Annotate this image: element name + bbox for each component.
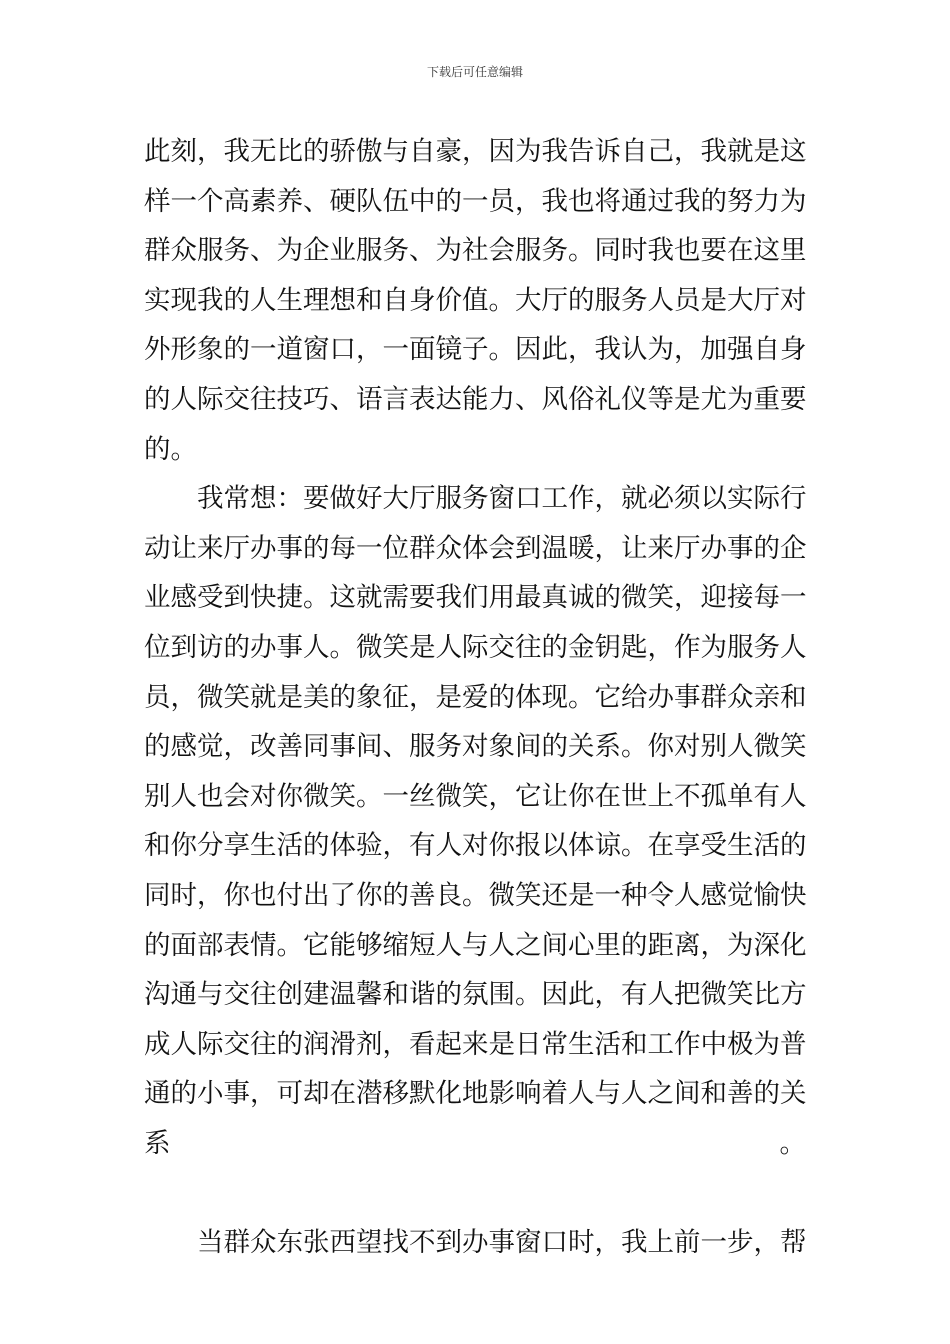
text-line: 我常想：要做好大厅服务窗口工作，就必须以实际行 [144,483,807,515]
text-line: 实现我的人生理想和自身价值。大厅的服务人员是大厅对 [144,284,807,316]
text-line: 当群众东张西望找不到办事窗口时，我上前一步，帮 [144,1227,807,1259]
text-line: 员，微笑就是美的象征，是爱的体现。它给办事群众亲和 [144,681,807,713]
text-line [144,1168,806,1218]
text-line: 同时，你也付出了你的善良。微笑还是一种令人感觉愉快 [144,879,807,911]
paragraph-2 [144,474,806,1218]
text-line: 别人也会对你微笑。一丝微笑，它让你在世上不孤单有人 [144,780,807,812]
text-line: 和你分享生活的体验，有人对你报以体谅。在享受生活的 [144,830,807,862]
text-line: 的面部表情。它能够缩短人与人之间心里的距离，为深化 [144,929,807,961]
paragraph-3 [144,1218,806,1268]
text-line: 位到访的办事人。微笑是人际交往的金钥匙，作为服务人 [144,631,807,663]
text-line: 的人际交往技巧、语言表达能力、风俗礼仪等是尤为重要 [144,383,807,415]
text-line: 动让来厅办事的每一位群众体会到温暖，让来厅办事的企 [144,532,807,564]
text-line: 系。 [144,1127,806,1159]
text-line: 样一个高素养、硬队伍中的一员，我也将通过我的努力为 [144,185,807,217]
text-line: 外形象的一道窗口，一面镜子。因此，我认为，加强自身 [144,334,807,366]
paragraph-1 [144,127,806,474]
text-line: 成人际交往的润滑剂，看起来是日常生活和工作中极为普 [144,1028,807,1060]
text-line: 业感受到快捷。这就需要我们用最真诚的微笑，迎接每一 [144,582,807,614]
text-line: 沟通与交往创建温馨和谐的氛围。因此，有人把微笑比方 [144,979,807,1011]
text-line: 群众服务、为企业服务、为社会服务。同时我也要在这里 [144,235,807,267]
document-body [144,127,806,1268]
page-header: 下载后可任意编辑 [426,65,523,79]
text-line: 通的小事，可却在潜移默化地影响着人与人之间和善的关 [144,1078,807,1110]
text-line: 此刻，我无比的骄傲与自豪，因为我告诉自己，我就是这 [144,136,807,167]
text-line: 的。 [144,433,197,465]
text-line: 的感觉，改善同事间、服务对象间的关系。你对别人微笑 [144,731,807,763]
